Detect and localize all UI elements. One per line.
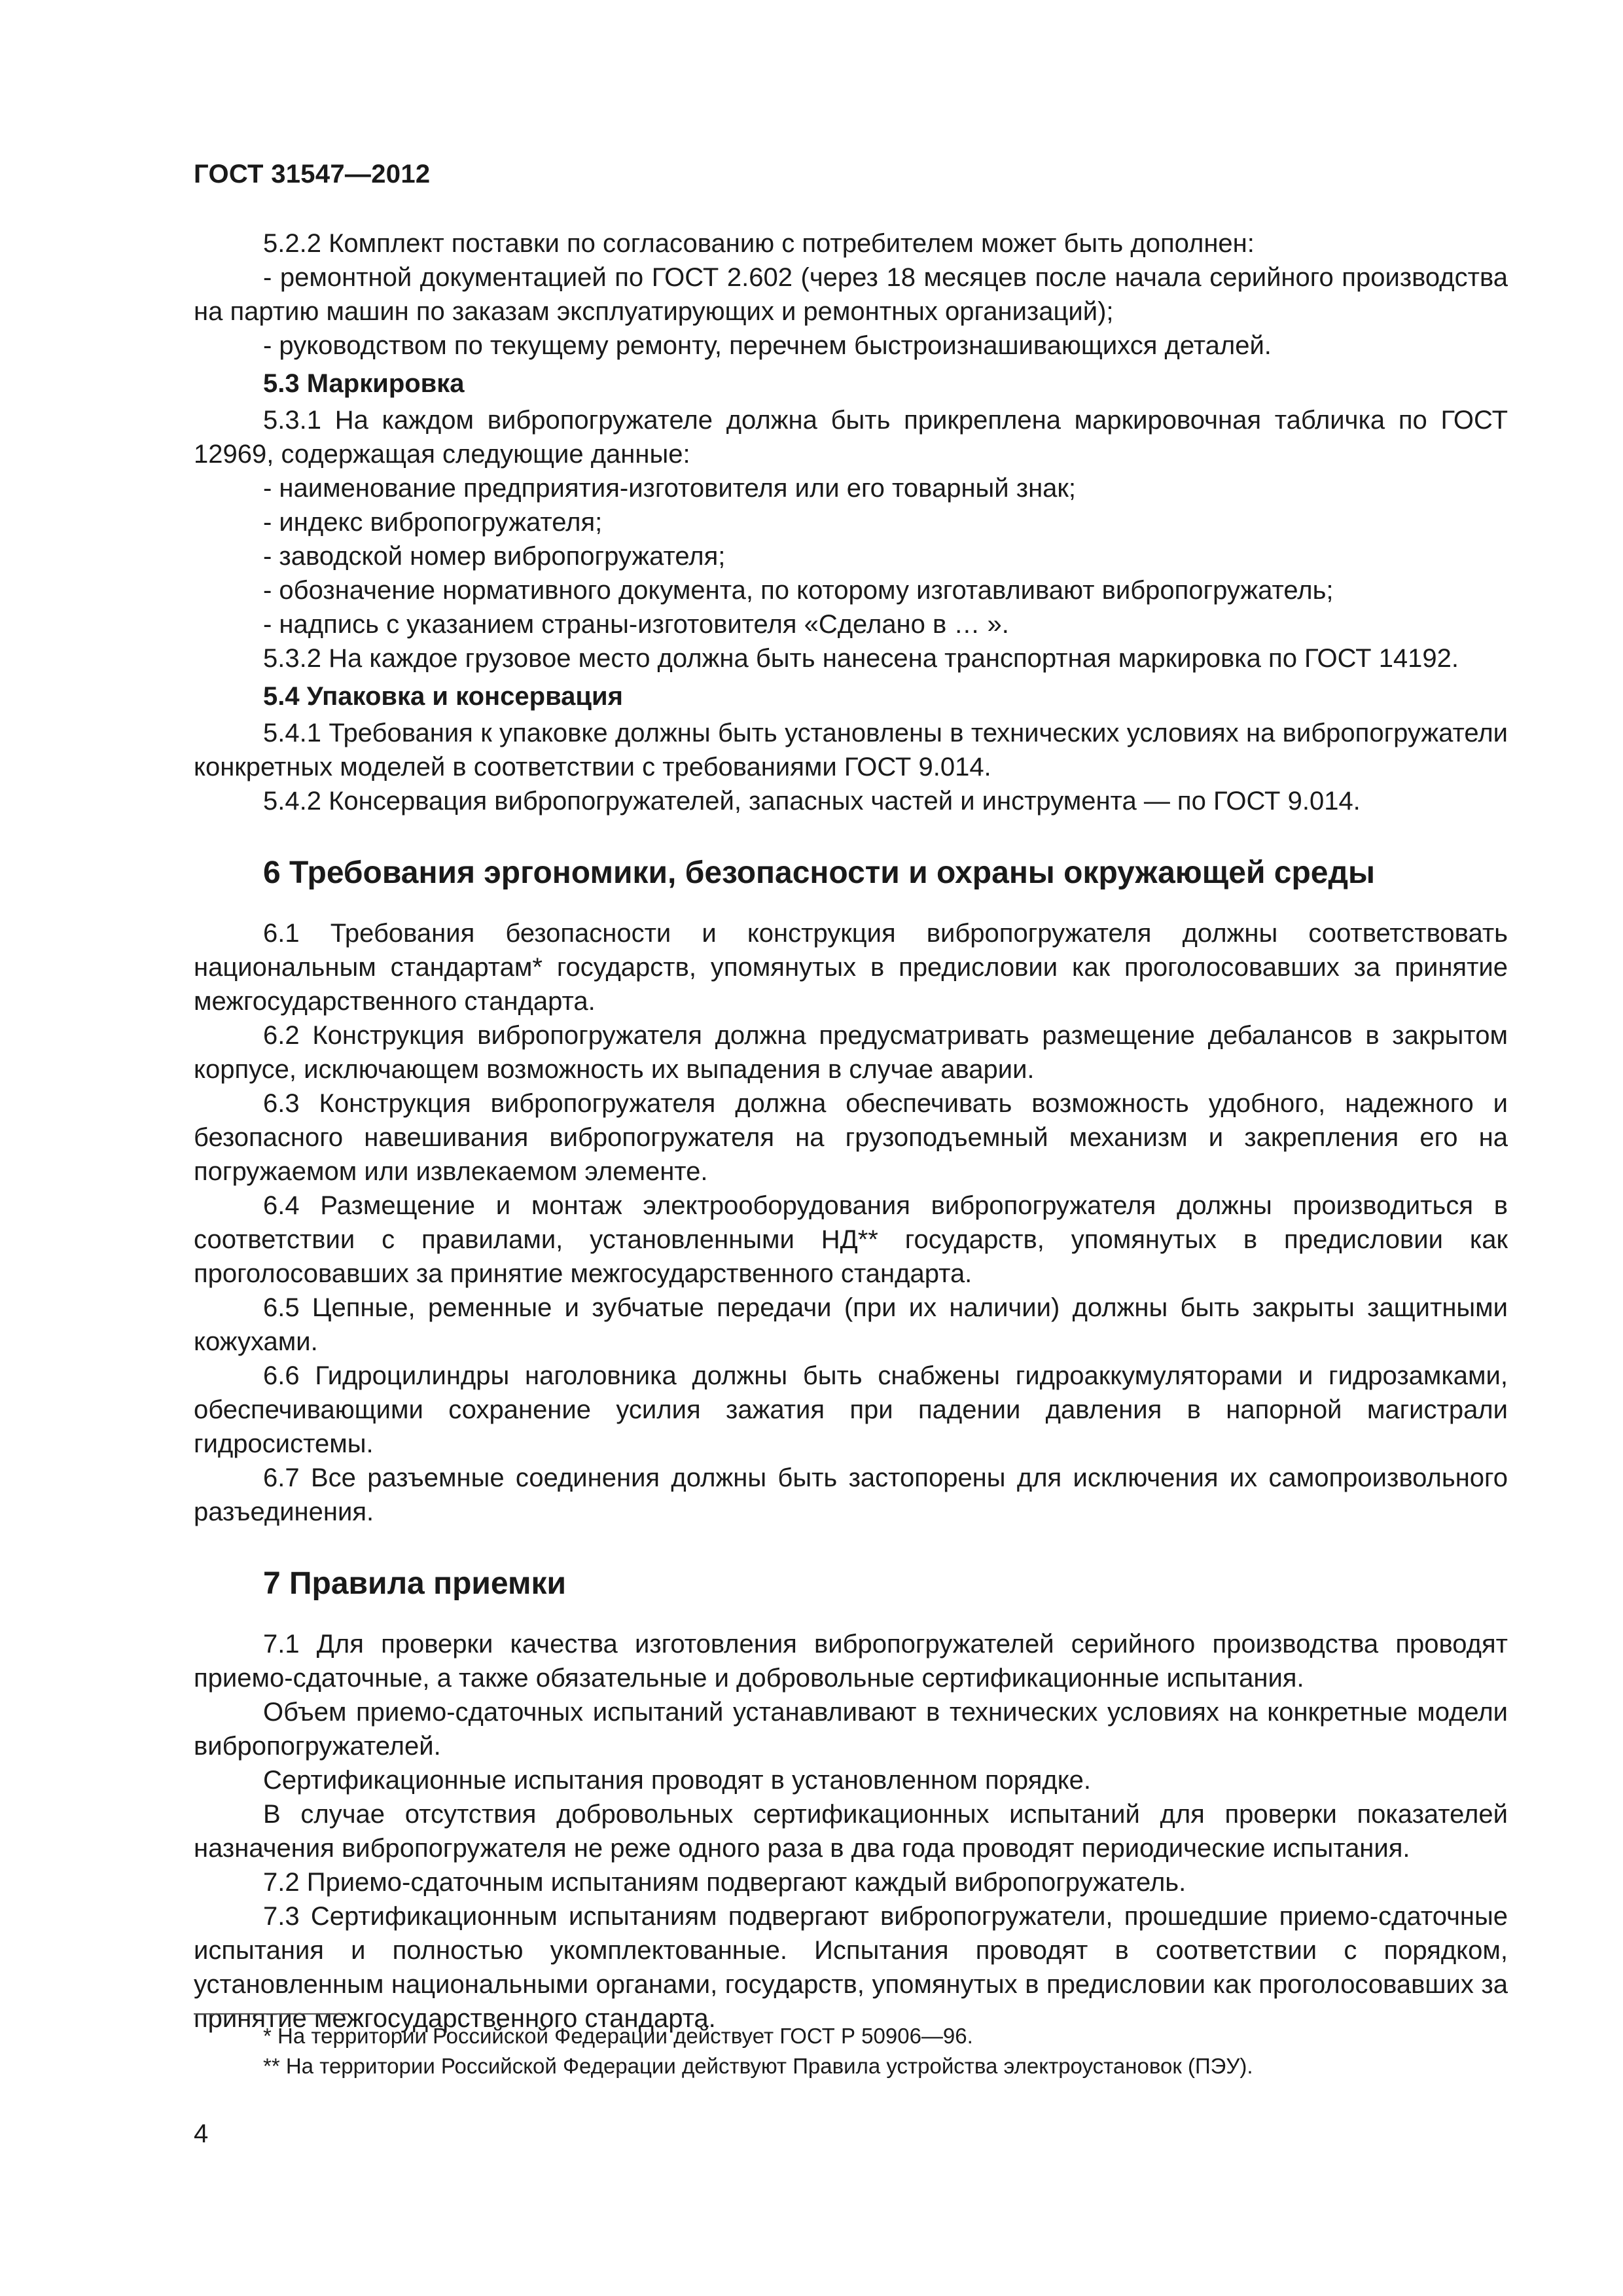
list-item-5-3-1-a: - наименование предприятия-изготовителя или его товарный знак;	[263, 474, 1077, 503]
footnotes	[194, 2021, 1508, 2081]
paragraph-7-1-volume: Объем приемо-сдаточных испытаний устанавливают в технических условиях на конкретные модели вибропогружателей.	[194, 1698, 1508, 1761]
list-item-5-3-1-b: - индекс вибропогружателя;	[263, 508, 603, 537]
list-item-5-3-1-c: - заводской номер вибропогружателя;	[263, 542, 726, 571]
paragraph-7-3: 7.3 Сертификационным испытаниям подвергают вибропогружатели, прошедшие приемо-сдаточные испытания и полностью укомплектованные. Испытания проводят в соответствии с порядком, установленным национальными органами, государств, упомянутых в предисловии как проголосовавших за принятие межгосударственного стандарта.	[194, 1902, 1508, 2033]
subsection-heading-5-4: 5.4 Упаковка и консервация	[263, 682, 623, 711]
paragraph-6-2: 6.2 Конструкция вибропогружателя должна предусматривать размещение дебалансов в закрытом корпусе, исключающем возможность их выпадения в случае аварии.	[194, 1021, 1508, 1084]
footnote-1: * На территории Российской Федерации действует ГОСТ Р 50906—96.	[263, 2024, 973, 2048]
paragraph-6-1: 6.1 Требования безопасности и конструкция вибропогружателя должны соответствовать национальным стандартам* государств, упомянутых в предисловии как проголосовавших за принятие межгосударственного стандарта.	[194, 919, 1508, 1016]
section-heading-6: 6 Требования эргономики, безопасности и охраны окружающей среды	[263, 855, 1375, 890]
paragraph-5-4-2: 5.4.2 Консервация вибропогружателей, запасных частей и инструмента — по ГОСТ 9.014.	[263, 787, 1361, 816]
paragraph-7-1: 7.1 Для проверки качества изготовления вибропогружателей серийного производства проводят приемо-сдаточные, а также обязательные и добровольные сертификационные испытания.	[194, 1630, 1508, 1693]
paragraph-7-1-certification: Сертификационные испытания проводят в установленном порядке.	[263, 1766, 1091, 1795]
paragraph-5-3-1: 5.3.1 На каждом вибропогружателе должна быть прикреплена маркировочная табличка по ГОСТ 12969, содержащая следующие данные:	[194, 406, 1508, 469]
list-item-5-2-2-b: - руководством по текущему ремонту, перечнем быстроизнашивающихся деталей.	[263, 331, 1272, 360]
paragraph-6-3: 6.3 Конструкция вибропогружателя должна обеспечивать возможность удобного, надежного и безопасного навешивания вибропогружателя на грузоподъемный механизм и закрепления его на погружаемом или извлекаемом элементе.	[194, 1089, 1508, 1186]
paragraph-5-3-2: 5.3.2 На каждое грузовое место должна быть нанесена транспортная маркировка по ГОСТ 14192.	[263, 644, 1459, 673]
paragraph-6-4: 6.4 Размещение и монтаж электрооборудования вибропогружателя должны производиться в соответствии с правилами, установленными НД** государств, упомянутых в предисловии как проголосовавших за принятие межгосударственного стандарта.	[194, 1191, 1508, 1288]
paragraph-7-1-periodic: В случае отсутствия добровольных сертификационных испытаний для проверки показателей назначения вибропогружателя не реже одного раза в два года проводят периодические испытания.	[194, 1800, 1508, 1863]
page-number: 4	[194, 2119, 209, 2148]
list-item-5-2-2-a: - ремонтной документацией по ГОСТ 2.602 (через 18 месяцев после начала серийного производства на партию машин по заказам эксплуатирующих и ремонтных организаций);	[194, 263, 1508, 326]
list-item-5-3-1-d: - обозначение нормативного документа, по которому изготавливают вибропогружатель;	[263, 576, 1334, 605]
paragraph-5-4-1: 5.4.1 Требования к упаковке должны быть установлены в технических условиях на вибропогружатели конкретных моделей в соответствии с требованиями ГОСТ 9.014.	[194, 719, 1508, 781]
paragraph-6-5: 6.5 Цепные, ременные и зубчатые передачи (при их наличии) должны быть закрыты защитными кожухами.	[194, 1293, 1508, 1356]
list-item-5-3-1-e: - надпись с указанием страны-изготовителя «Сделано в … ».	[263, 610, 1009, 639]
paragraph-6-6: 6.6 Гидроцилиндры наголовника должны быть снабжены гидроаккумуляторами и гидрозамками, обеспечивающими сохранение усилия зажатия при падении давления в напорной магистрали гидросистемы.	[194, 1361, 1508, 1458]
paragraph-7-2: 7.2 Приемо-сдаточным испытаниям подвергают каждый вибропогружатель.	[263, 1868, 1186, 1897]
subsection-heading-5-3: 5.3 Маркировка	[263, 369, 465, 398]
document-header-code: ГОСТ 31547—2012	[194, 160, 431, 188]
paragraph-5-2-2: 5.2.2 Комплект поставки по согласованию с потребителем может быть дополнен:	[263, 229, 1255, 258]
document-body	[194, 226, 1508, 2036]
paragraph-6-7: 6.7 Все разъемные соединения должны быть застопорены для исключения их самопроизвольного разъединения.	[194, 1463, 1508, 1526]
footnote-2: ** На территории Российской Федерации действуют Правила устройства электроустановок (ПЭУ).	[263, 2054, 1253, 2078]
footnote-divider	[194, 2013, 348, 2015]
section-heading-7: 7 Правила приемки	[263, 1566, 567, 1601]
